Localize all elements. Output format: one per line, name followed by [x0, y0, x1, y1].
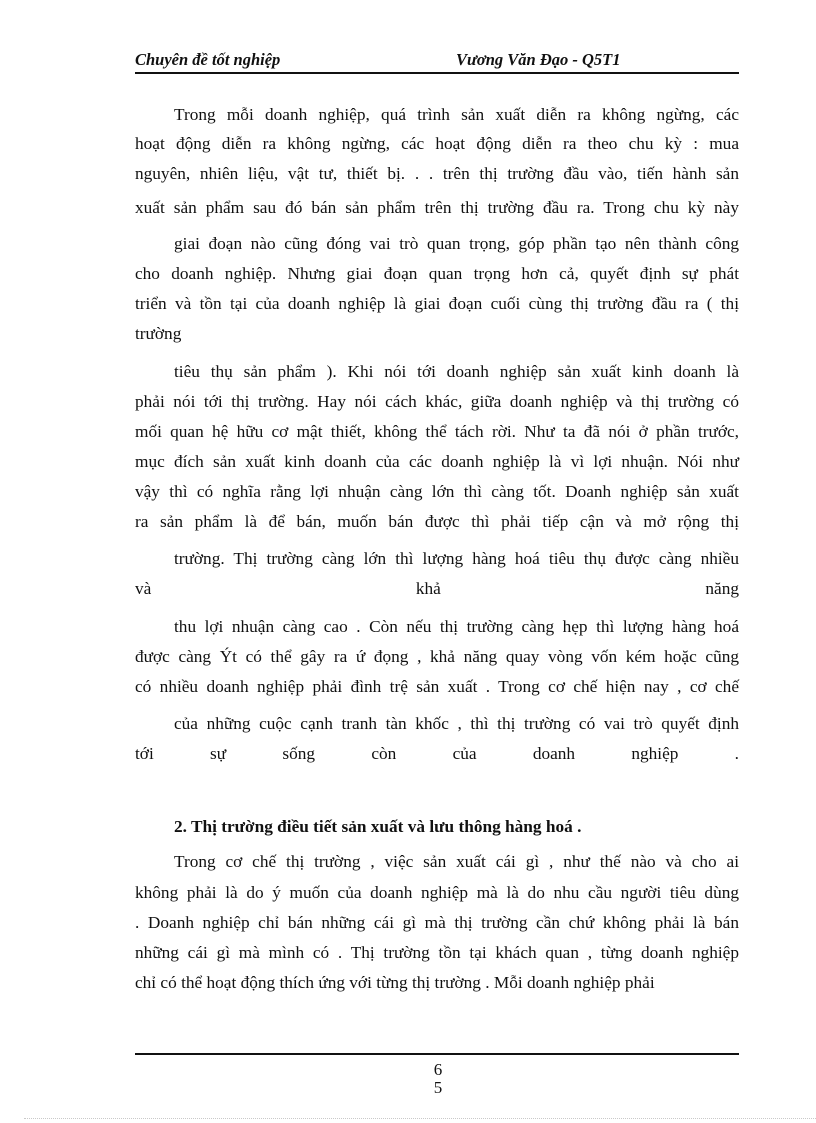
- text-line: vậy thì có nghĩa rằng lợi nhuận càng lớn thì càng tốt. Doanh nghiệp sản xuất: [135, 482, 739, 501]
- text-line: nguyên, nhiên liệu, vật tư, thiết bị. . . trên thị trường đầu vào, tiến hành sản: [135, 164, 739, 183]
- text-line: những cái gì mà mình có . Thị trường tồn tại khách quan , từng doanh nghiệp: [135, 943, 739, 962]
- text-line: được càng Ýt có thể gây ra ứ đọng , khả năng quay vòng vốn kém hoặc cũng: [135, 647, 739, 666]
- text-line: tới sự sống còn của doanh nghiệp .: [135, 744, 739, 763]
- text-line: xuất sản phẩm sau đó bán sản phẩm trên thị trường đầu ra. Trong chu kỳ này: [135, 198, 739, 217]
- text-line: trường. Thị trường càng lớn thì lượng hàng hoá tiêu thụ được càng nhiều: [174, 549, 739, 568]
- text-line: cho doanh nghiệp. Nhưng giai đoạn quan trọng hơn cả, quyết định sự phát: [135, 264, 739, 283]
- header-divider: [135, 72, 739, 74]
- text-line: trường: [135, 324, 182, 343]
- page-number-bottom: 5: [433, 1078, 443, 1097]
- text-line: chỉ có thể hoạt động thích ứng với từng thị trường . Mỗi doanh nghiệp phải: [135, 973, 655, 992]
- text-line: mục đích sản xuất kinh doanh của các doanh nghiệp là vì lợi nhuận. Nói như: [135, 452, 739, 471]
- text-line: Trong mỗi doanh nghiệp, quá trình sản xuất diễn ra không ngừng, các: [174, 105, 739, 124]
- header-author: Vương Văn Đạo - Q5T1: [456, 50, 621, 69]
- text-line: hoạt động diễn ra không ngừng, các hoạt động diễn ra theo chu kỳ : mua: [135, 134, 739, 153]
- text-line: Trong cơ chế thị trường , việc sản xuất cái gì , như thế nào và cho ai: [174, 852, 739, 871]
- footer-divider: [135, 1053, 739, 1055]
- text-line: và khả năng: [135, 579, 739, 598]
- text-line: mối quan hệ hữu cơ mật thiết, không thể tách rời. Như ta đã nói ở phần trước,: [135, 422, 739, 441]
- text-line: giai đoạn nào cũng đóng vai trò quan trọng, góp phần tạo nên thành công: [174, 234, 739, 253]
- text-line: không phải là do ý muốn của doanh nghiệp mà là do nhu cầu người tiêu dùng: [135, 883, 739, 902]
- text-line: . Doanh nghiệp chỉ bán những cái gì mà thị trường cần chứ không phải là bán: [135, 913, 739, 932]
- text-line: triển và tồn tại của doanh nghiệp là giai đoạn cuối cùng thị trường đầu ra ( thị: [135, 294, 739, 313]
- text-line: có nhiều doanh nghiệp phải đình trệ sản xuất . Trong cơ chế hiện nay , cơ chế: [135, 677, 739, 696]
- text-line: thu lợi nhuận càng cao . Còn nếu thị trường càng hẹp thì lượng hàng hoá: [174, 617, 739, 636]
- page-edge-divider: [24, 1118, 816, 1119]
- text-line: ra sản phẩm là để bán, muốn bán được thì phải tiếp cận và mở rộng thị: [135, 512, 739, 531]
- page-header: [135, 48, 739, 70]
- section-heading: 2. Thị trường điều tiết sản xuất và lưu thông hàng hoá .: [174, 817, 582, 836]
- page-number-top: 6: [433, 1060, 443, 1079]
- text-line: của những cuộc cạnh tranh tàn khốc , thì thị trường có vai trò quyết định: [174, 714, 739, 733]
- text-line: phải nói tới thị trường. Hay nói cách khác, giữa doanh nghiệp và thị trường có: [135, 392, 739, 411]
- text-line: tiêu thụ sản phẩm ). Khi nói tới doanh nghiệp sản xuất kinh doanh là: [174, 362, 739, 381]
- header-title: Chuyên đề tốt nghiệp: [135, 50, 281, 69]
